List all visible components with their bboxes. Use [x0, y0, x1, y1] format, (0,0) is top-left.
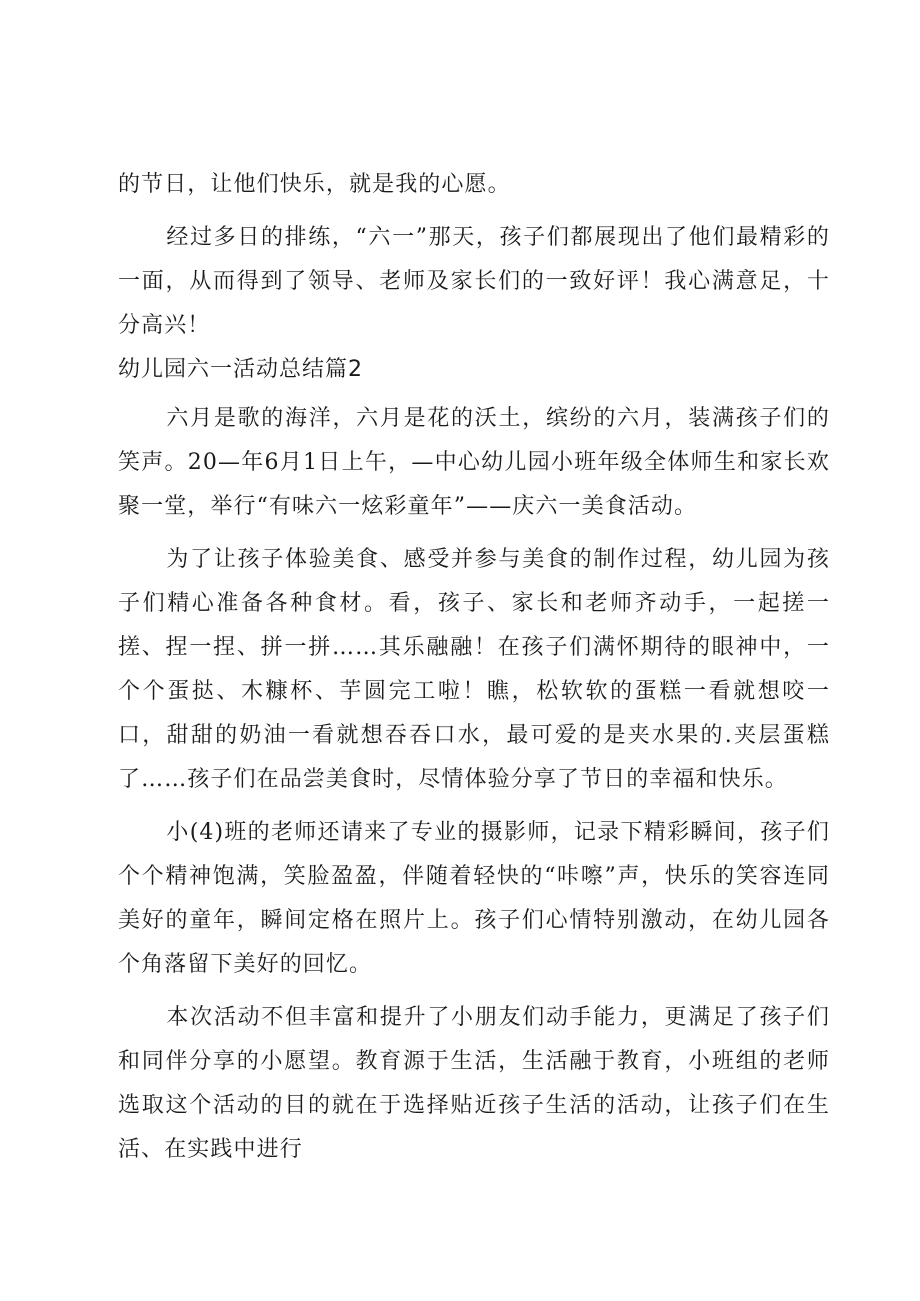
document-body [118, 163, 830, 1172]
paragraph-summary: 本次活动不但丰富和提升了小朋友们动手能力，更满足了孩子们和同伴分享的小愿望。教育源于生活，生活融于教育，小班组的老师选取这个活动的目的就在于选择贴近孩子生活的活动，让孩子们在生活、在实践中进行 [118, 1005, 830, 1162]
paragraph-photographer: 小(4)班的老师还请来了专业的摄影师，记录下精彩瞬间，孩子们个个精神饱满，笑脸盈盈，伴随着轻快的“咔嚓”声，快乐的笑容连同美好的童年，瞬间定格在照片上。孩子们心情特别激动，在幼儿园各个角落留下美好的回忆。 [118, 820, 830, 977]
paragraph-june-intro: 六月是歌的海洋，六月是花的沃土，缤纷的六月，装满孩子们的笑声。20—年6月1日上午，—中心幼儿园小班年级全体师生和家长欢聚一堂，举行“有味六一炫彩童年”——庆六一美食活动。 [118, 406, 830, 519]
paragraph-food-activity: 为了让孩子体验美食、感受并参与美食的制作过程，幼儿园为孩子们精心准备各种食材。看，孩子、家长和老师齐动手，一起搓一搓、捏一捏、拼一拼……其乐融融！在孩子们满怀期待的眼神中，一个个蛋挞、木糠杯、芋圆完工啦！瞧，松软软的蛋糕一看就想咬一口，甜甜的奶油一看就想吞吞口水，最可爱的是夹水果的.夹层蛋糕了……孩子们在品尝美食时，尽情体验分享了节日的幸福和快乐。 [118, 547, 830, 792]
paragraph-rehearsal: 经过多日的排练，“六一”那天，孩子们都展现出了他们最精彩的一面，从而得到了领导、老师及家长们的一致好评！我心满意足，十分高兴！ [118, 225, 830, 338]
paragraph-continuation: 的节日，让他们快乐，就是我的心愿。 [118, 172, 511, 197]
section-heading: 幼儿园六一活动总结篇2 [118, 357, 363, 382]
